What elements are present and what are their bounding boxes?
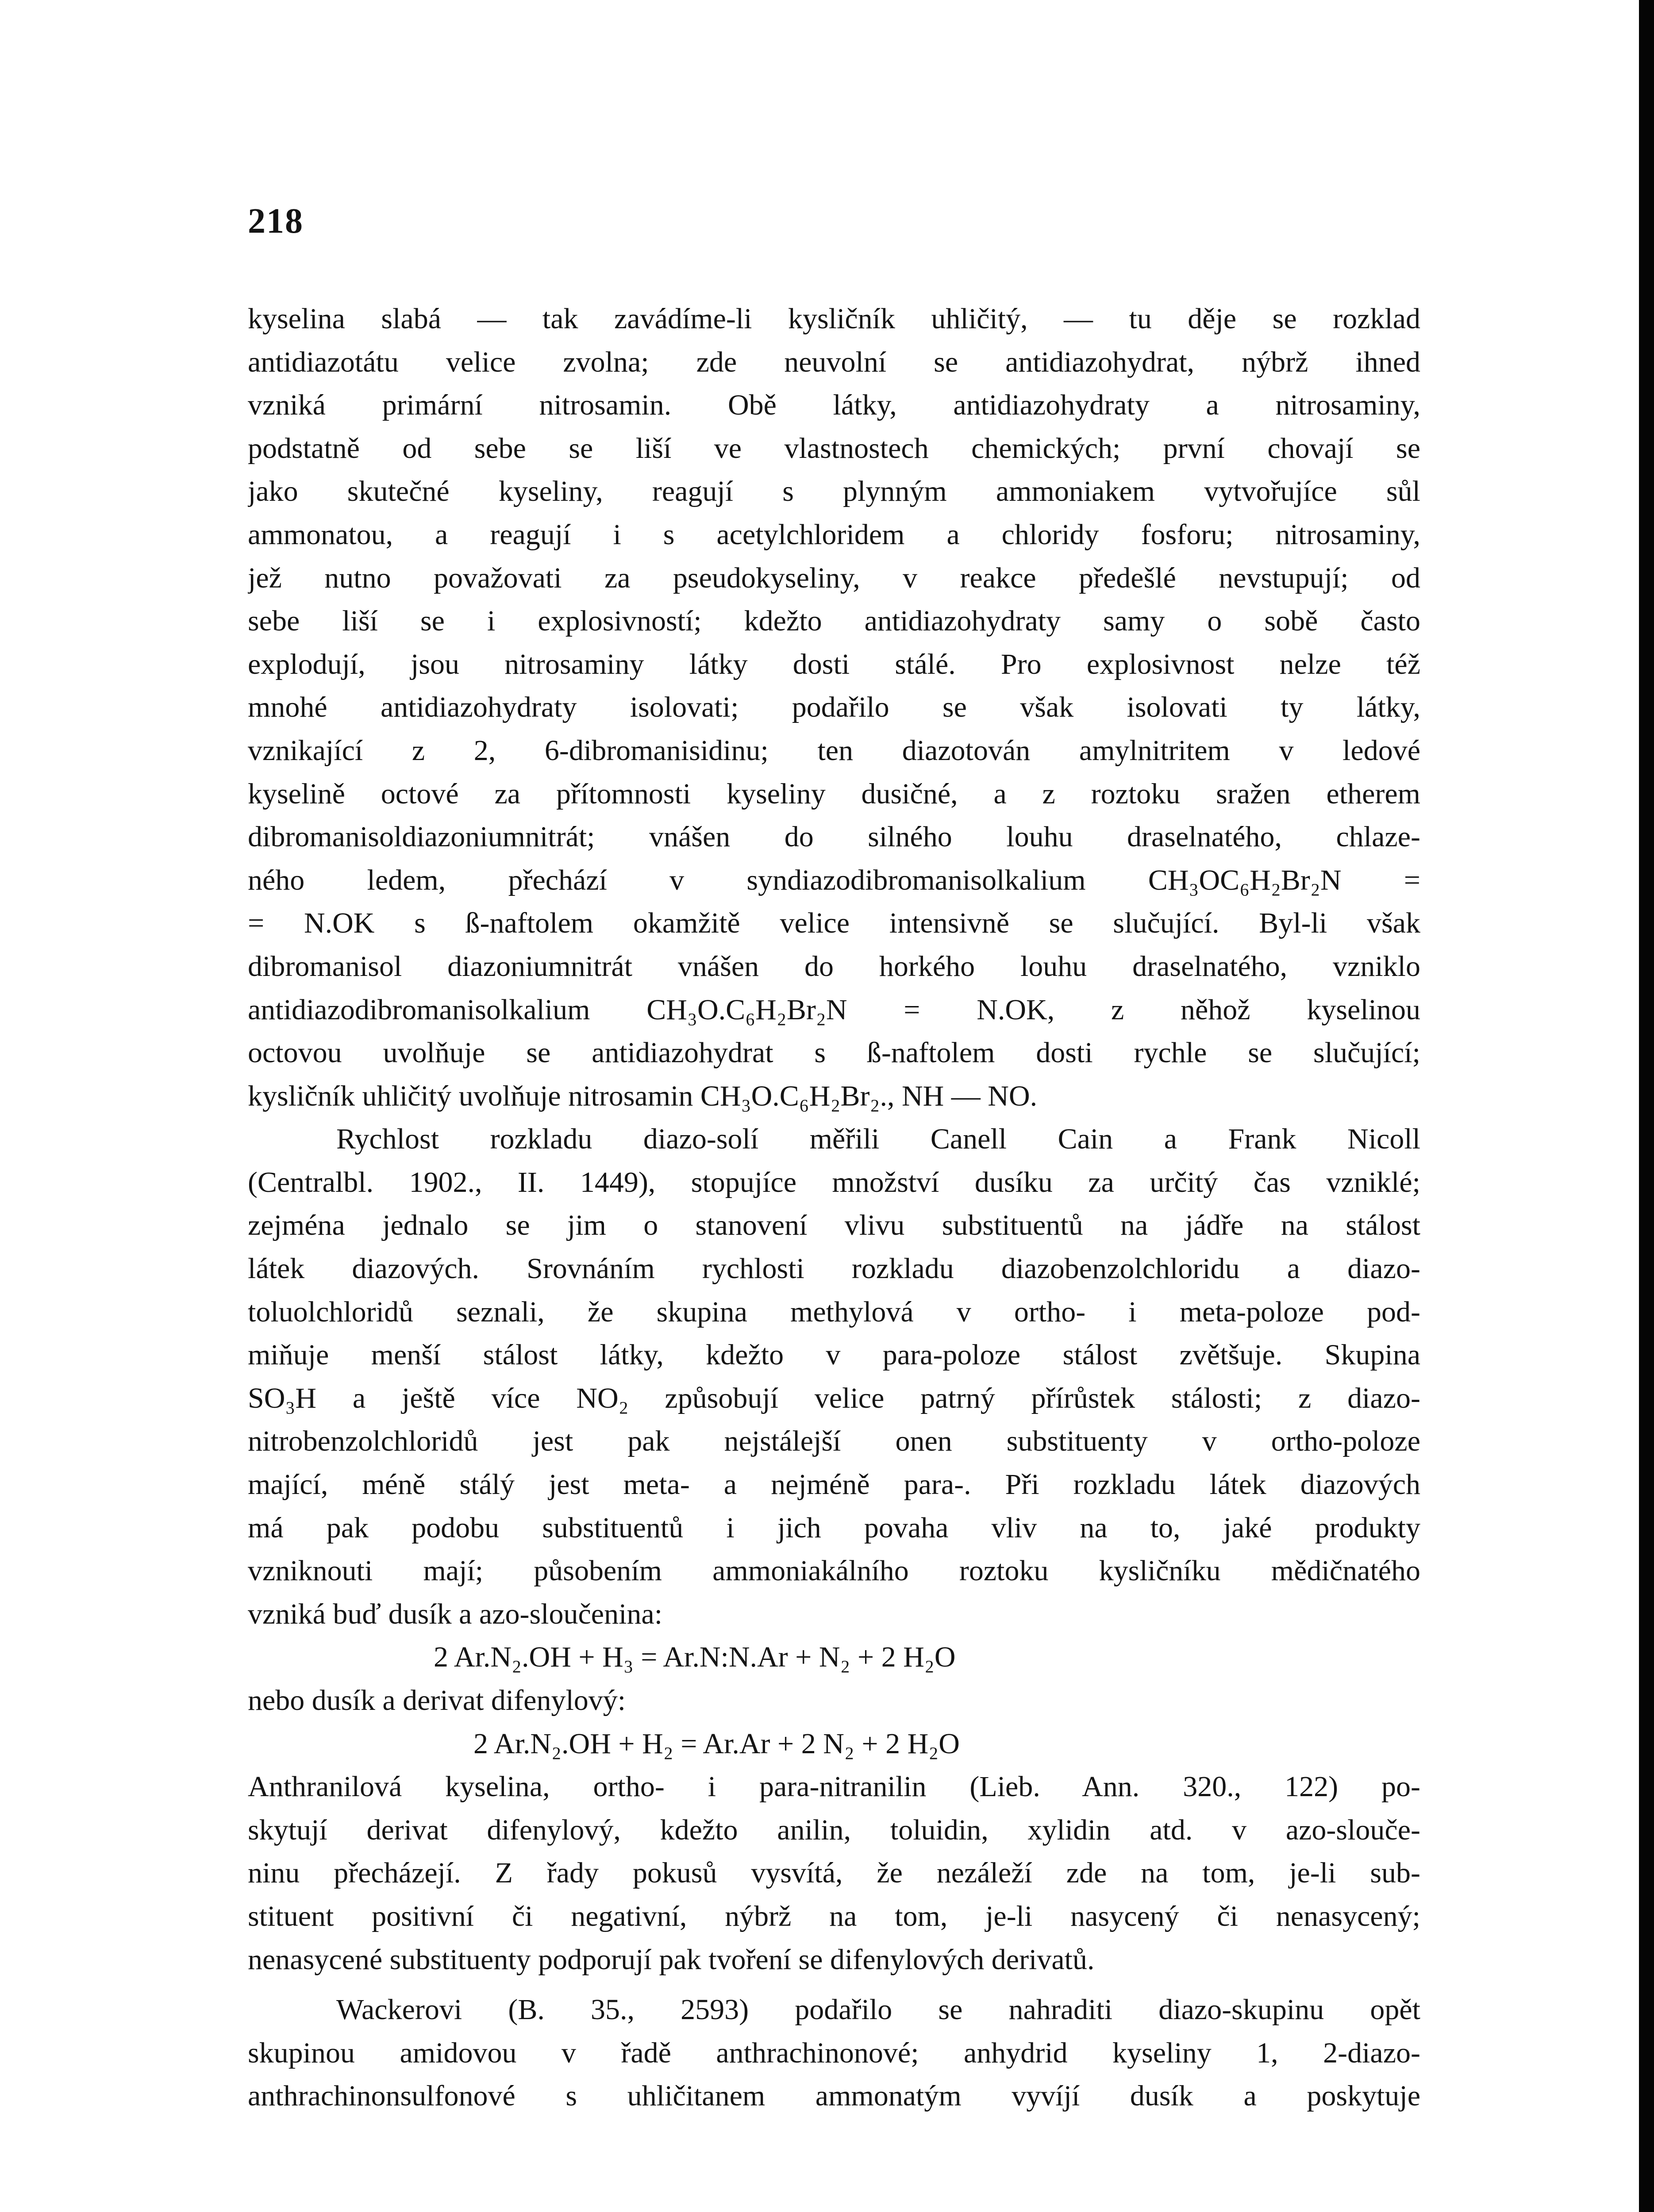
text-line: dibromanisol diazoniumnitrát vnášen do horkého louhu draselnatého, vzniklo [248, 950, 1420, 983]
text-line: stituent positivní či negativní, nýbrž na tom, je-li nasycený či nenasycený; [248, 1900, 1420, 1932]
text-line: Wackerovi (B. 35., 2593) podařilo se nahraditi diazo-skupinu opět [336, 1993, 1420, 2026]
chemical-equation-2: 2 Ar.N₂.OH + H₂ = Ar.Ar + 2 N₂ + 2 H₂O [473, 1727, 960, 1760]
text-line: vzniká buď dusík a azo-sloučenina: [248, 1598, 663, 1630]
text-line: kyselina slabá — tak zavádíme-li kysličník uhličitý, — tu děje se rozklad [248, 303, 1420, 335]
text-line: nebo dusík a derivat difenylový: [248, 1684, 626, 1717]
text-line: vznikající z 2, 6-dibromanisidinu; ten diazotován amylnitritem v ledové [248, 734, 1420, 767]
paragraph-1 [248, 297, 1420, 1118]
text-line: kyselině octové za přítomnosti kyseliny dusičné, a z roztoku sražen etherem [248, 777, 1420, 810]
text-line: ného ledem, přechází v syndiazodibromanisolkalium CH₃OC₆H₂Br₂N = [248, 864, 1420, 896]
text-line: nitrobenzolchloridů jest pak nejstálejší onen substituenty v ortho-poloze [248, 1425, 1420, 1458]
text-line: nenasycené substituenty podporují pak tvoření se difenylových derivatů. [248, 1943, 1095, 1976]
text-line: sebe liší se i explosivností; kdežto antidiazohydraty samy o sobě často [248, 605, 1420, 637]
text-line: anthrachinonsulfonové s uhličitanem ammonatým vyvíjí dusík a poskytuje [248, 2080, 1420, 2112]
text-line: (Centralbl. 1902., II. 1449), stopujíce množství dusíku za určitý čas vzniklé; [248, 1166, 1420, 1198]
text-line: toluolchloridů seznali, že skupina methylová v ortho- i meta-poloze pod- [248, 1295, 1420, 1328]
body-text [248, 297, 1420, 2118]
text-line: jako skutečné kyseliny, reagují s plynným ammoniakem vytvořujíce sůl [248, 475, 1420, 508]
paragraph-2 [248, 1118, 1420, 1981]
text-line: = N.OK s ß-naftolem okamžitě velice intensivně se slučující. Byl-li však [248, 907, 1420, 940]
text-line: vzniknouti mají; působením ammoniakálního roztoku kysličníku mědičnatého [248, 1555, 1420, 1587]
text-line: ninu přecházejí. Z řady pokusů vysvítá, že nezáleží zde na tom, je-li sub- [248, 1857, 1420, 1889]
text-line: jež nutno považovati za pseudokyseliny, v reakce předešlé nevstupují; od [248, 561, 1420, 594]
text-line: mající, méně stálý jest meta- a nejméně para-. Při rozkladu látek diazových [248, 1468, 1420, 1501]
scan-edge [1639, 0, 1654, 2212]
text-line: skytují derivat difenylový, kdežto anilin, toluidin, xylidin atd. v azo-slouče- [248, 1813, 1420, 1846]
text-line: SO₃H a ještě více NO₂ způsobují velice patrný přírůstek stálosti; z diazo- [248, 1382, 1420, 1414]
text-line: podstatně od sebe se liší ve vlastnostech chemických; první chovají se [248, 432, 1420, 465]
text-line: kysličník uhličitý uvolňuje nitrosamin CH₃O.C₆H₂Br₂., NH — NO. [248, 1079, 1038, 1112]
paragraph-3 [248, 1988, 1420, 2118]
text-line: látek diazových. Srovnáním rychlosti rozkladu diazobenzolchloridu a diazo- [248, 1252, 1420, 1285]
chemical-equation-1: 2 Ar.N₂.OH + H₃ = Ar.N:N.Ar + N₂ + 2 H₂O [434, 1641, 956, 1674]
text-line: explodují, jsou nitrosaminy látky dosti stálé. Pro explosivnost nelze též [248, 648, 1420, 680]
text-line: Anthranilová kyselina, ortho- i para-nitranilin (Lieb. Ann. 320., 122) po- [248, 1770, 1420, 1803]
text-line: dibromanisoldiazoniumnitrát; vnášen do silného louhu draselnatého, chlaze- [248, 821, 1420, 853]
text-line: ammonatou, a reagují i s acetylchloridem a chloridy fosforu; nitrosaminy, [248, 518, 1420, 551]
page-number: 218 [248, 202, 304, 241]
text-line: zejména jednalo se jim o stanovení vlivu substituentů na jádře na stálost [248, 1209, 1420, 1242]
paragraph-gap [248, 1981, 1420, 1988]
text-line: octovou uvolňuje se antidiazohydrat s ß-naftolem dosti rychle se slučující; [248, 1037, 1420, 1069]
text-line: mnohé antidiazohydraty isolovati; podařilo se však isolovati ty látky, [248, 691, 1420, 724]
text-line: miňuje menší stálost látky, kdežto v para-poloze stálost zvětšuje. Skupina [248, 1339, 1420, 1371]
text-line: antidiazodibromanisolkalium CH₃O.C₆H₂Br₂N = N.OK, z něhož kyselinou [248, 993, 1420, 1026]
text-line: Rychlost rozkladu diazo-solí měřili Canell Cain a Frank Nicoll [336, 1123, 1420, 1156]
text-line: má pak podobu substituentů i jich povaha vliv na to, jaké produkty [248, 1511, 1420, 1544]
text-line: skupinou amidovou v řadě anthrachinonové; anhydrid kyseliny 1, 2-diazo- [248, 2036, 1420, 2069]
text-line: vzniká primární nitrosamin. Obě látky, antidiazohydraty a nitrosaminy, [248, 389, 1420, 422]
text-line: antidiazotátu velice zvolna; zde neuvolní se antidiazohydrat, nýbrž ihned [248, 346, 1420, 378]
